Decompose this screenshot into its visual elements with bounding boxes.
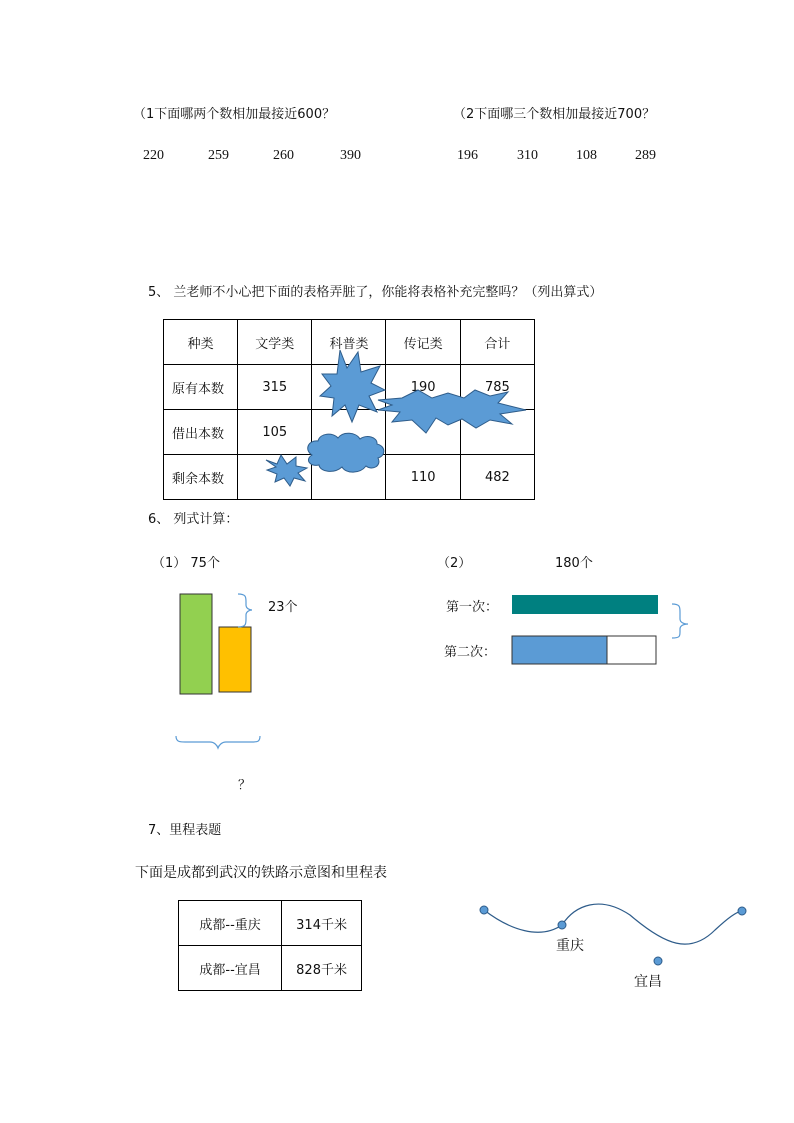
q6-p2-label: （2） xyxy=(437,556,472,571)
q6-p2-total-label: 180个 xyxy=(555,556,593,571)
q1-part2-number: 310 xyxy=(517,148,538,163)
city-label-yichang: 宜昌 xyxy=(634,974,662,990)
q6-p1-diff-label: 23个 xyxy=(268,600,298,615)
q1-part1-number: 259 xyxy=(208,148,229,163)
table-cell: 110 xyxy=(386,455,460,500)
q6-p1-label: （1） 75个 xyxy=(152,556,220,571)
q1-part1-title: （1下面哪两个数相加最接近600？ xyxy=(133,107,336,122)
city-label-chongqing: 重庆 xyxy=(556,938,584,954)
table-cell: 315 xyxy=(238,365,312,410)
table-cell: 105 xyxy=(238,410,312,455)
q6-p1-question-mark: ？ xyxy=(238,778,252,793)
table-cell: 成都--宜昌 xyxy=(179,946,282,991)
q1-part1-number: 260 xyxy=(273,148,294,163)
yichang-point xyxy=(654,957,662,965)
q7-title: 7、里程表题 xyxy=(148,823,222,838)
table-header-cell: 合计 xyxy=(460,320,534,365)
q1-part2-number: 289 xyxy=(635,148,656,163)
table-cell: 成都--重庆 xyxy=(179,901,282,946)
q1-part2-number: 108 xyxy=(576,148,597,163)
q1-part1-number: 220 xyxy=(143,148,164,163)
table-cell: 482 xyxy=(460,455,534,500)
q1-part2-number: 196 xyxy=(457,148,478,163)
q5-title: 5、 兰老师不小心把下面的表格弄脏了，你能将表格补充完整吗？（列出算式） xyxy=(148,285,603,300)
q6-p2-first-label: 第一次： xyxy=(446,600,499,615)
table-header-cell: 科普类 xyxy=(312,320,386,365)
wuhan-point xyxy=(738,907,746,915)
q6-title: 6、 列式计算： xyxy=(148,512,239,527)
table-cell: 原有本数 xyxy=(164,365,238,410)
table-cell: 借出本数 xyxy=(164,410,238,455)
table-cell: 785 xyxy=(460,365,534,410)
table-header-cell: 传记类 xyxy=(386,320,460,365)
q7-description: 下面是成都到武汉的铁路示意图和里程表 xyxy=(135,865,387,881)
q1-part1-number: 390 xyxy=(340,148,361,163)
chengdu-point xyxy=(480,906,488,914)
railway-line xyxy=(484,904,742,944)
table-header-cell: 种类 xyxy=(164,320,238,365)
table-cell: 190 xyxy=(386,365,460,410)
table-cell: 314千米 xyxy=(282,901,362,946)
table-cell: 剩余本数 xyxy=(164,455,238,500)
table-header-cell: 文学类 xyxy=(238,320,312,365)
chongqing-point xyxy=(558,921,566,929)
q1-part2-title: （2下面哪三个数相加最接近700？ xyxy=(453,107,656,122)
q6-p2-second-label: 第二次： xyxy=(444,645,497,660)
table-cell: 828千米 xyxy=(282,946,362,991)
